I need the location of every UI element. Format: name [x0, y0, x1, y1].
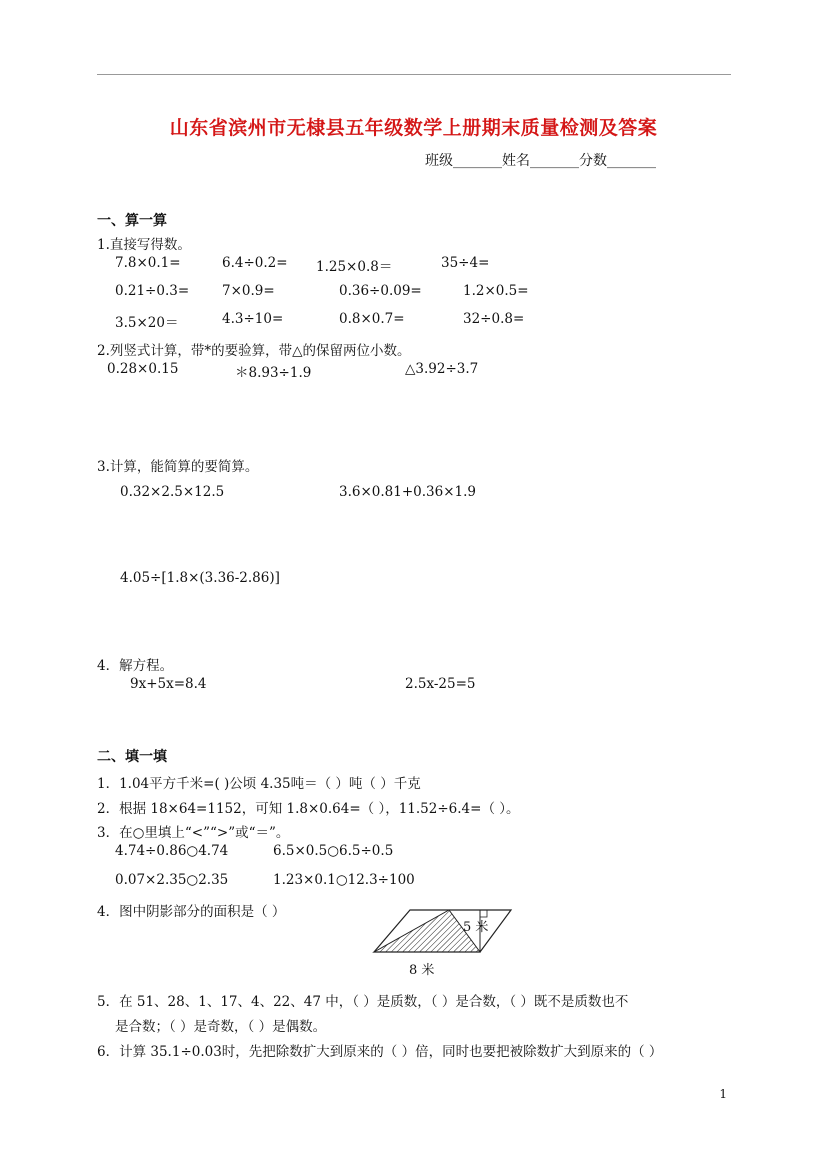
- fill-q2: 2．根据 18×64=1152，可知 1.8×0.64=（ ），11.52÷6.4=（ ）。: [97, 801, 520, 817]
- q1-item: 0.21÷0.3=: [115, 283, 190, 299]
- q1-item: 0.36÷0.09=: [339, 283, 422, 299]
- q3-item: 3.6×0.81+0.36×1.9: [339, 484, 476, 500]
- fill-q4: 4．图中阴影部分的面积是（ ）: [97, 904, 286, 920]
- compare-item: 1.23×0.1○12.3÷100: [273, 872, 415, 888]
- q4-item: 2.5x-25=5: [405, 676, 476, 692]
- base-label: 8 米: [409, 963, 435, 978]
- q1-item: 4.3÷10=: [222, 311, 284, 327]
- parallelogram-figure: [370, 905, 520, 957]
- fill-q1: 1．1.04平方千米=( )公顷 4.35吨＝（ ）吨（ ）千克: [97, 776, 421, 792]
- q4-item: 9x+5x=8.4: [130, 676, 207, 692]
- compare-item: 4.74÷0.86○4.74: [115, 843, 229, 859]
- q1-item: 6.4÷0.2=: [222, 255, 288, 271]
- height-label: 5 米: [463, 920, 489, 935]
- fill-q5-line2: 是合数；（ ）是奇数，（ ）是偶数。: [115, 1019, 327, 1035]
- section-2-heading: 二、填一填: [97, 749, 167, 765]
- q3-item: 4.05÷[1.8×(3.36-2.86)]: [120, 570, 280, 586]
- fill-q3: 3．在○里填上“<”“>”或“＝”。: [97, 825, 290, 841]
- q2-title: 2.列竖式计算，带*的要验算，带△的保留两位小数。: [97, 343, 411, 359]
- document-title: 山东省滨州市无棣县五年级数学上册期末质量检测及答案: [169, 117, 658, 139]
- fill-q6: 6．计算 35.1÷0.03时，先把除数扩大到原来的（ ）倍，同时也要把被除数扩大到原来的（ ）: [97, 1044, 663, 1060]
- q2-item: △3.92÷3.7: [405, 361, 479, 377]
- header-rule: [97, 74, 731, 75]
- fill-q5-line1: 5．在 51、28、1、17、4、22、47 中，（ ）是质数，（ ）是合数，（ ）既不是质数也不: [97, 994, 629, 1010]
- q1-item: 35÷4=: [441, 255, 490, 271]
- q1-item: 1.2×0.5=: [463, 283, 529, 299]
- q3-item: 0.32×2.5×12.5: [120, 484, 225, 500]
- section-1-heading: 一、算一算: [97, 213, 167, 229]
- q1-item: 32÷0.8=: [463, 311, 525, 327]
- q4-title: 4．解方程。: [97, 658, 174, 674]
- q1-item: 0.8×0.7=: [339, 311, 405, 327]
- page-number: 1: [719, 1087, 727, 1101]
- q1-title: 1.直接写得数。: [97, 237, 191, 253]
- q1-item: 7×0.9=: [222, 283, 275, 299]
- q1-item: 1.25×0.8＝: [316, 259, 393, 275]
- compare-item: 0.07×2.35○2.35: [115, 872, 229, 888]
- q1-item: 3.5×20＝: [115, 315, 179, 331]
- compare-item: 6.5×0.5○6.5÷0.5: [273, 843, 394, 859]
- q2-item: ＊8.93÷1.9: [235, 365, 312, 381]
- q1-item: 7.8×0.1=: [115, 255, 181, 271]
- q3-title: 3.计算，能简算的要简算。: [97, 459, 259, 475]
- q2-item: 0.28×0.15: [107, 361, 179, 377]
- student-info-line: 班级_______姓名_______分数_______: [425, 153, 656, 169]
